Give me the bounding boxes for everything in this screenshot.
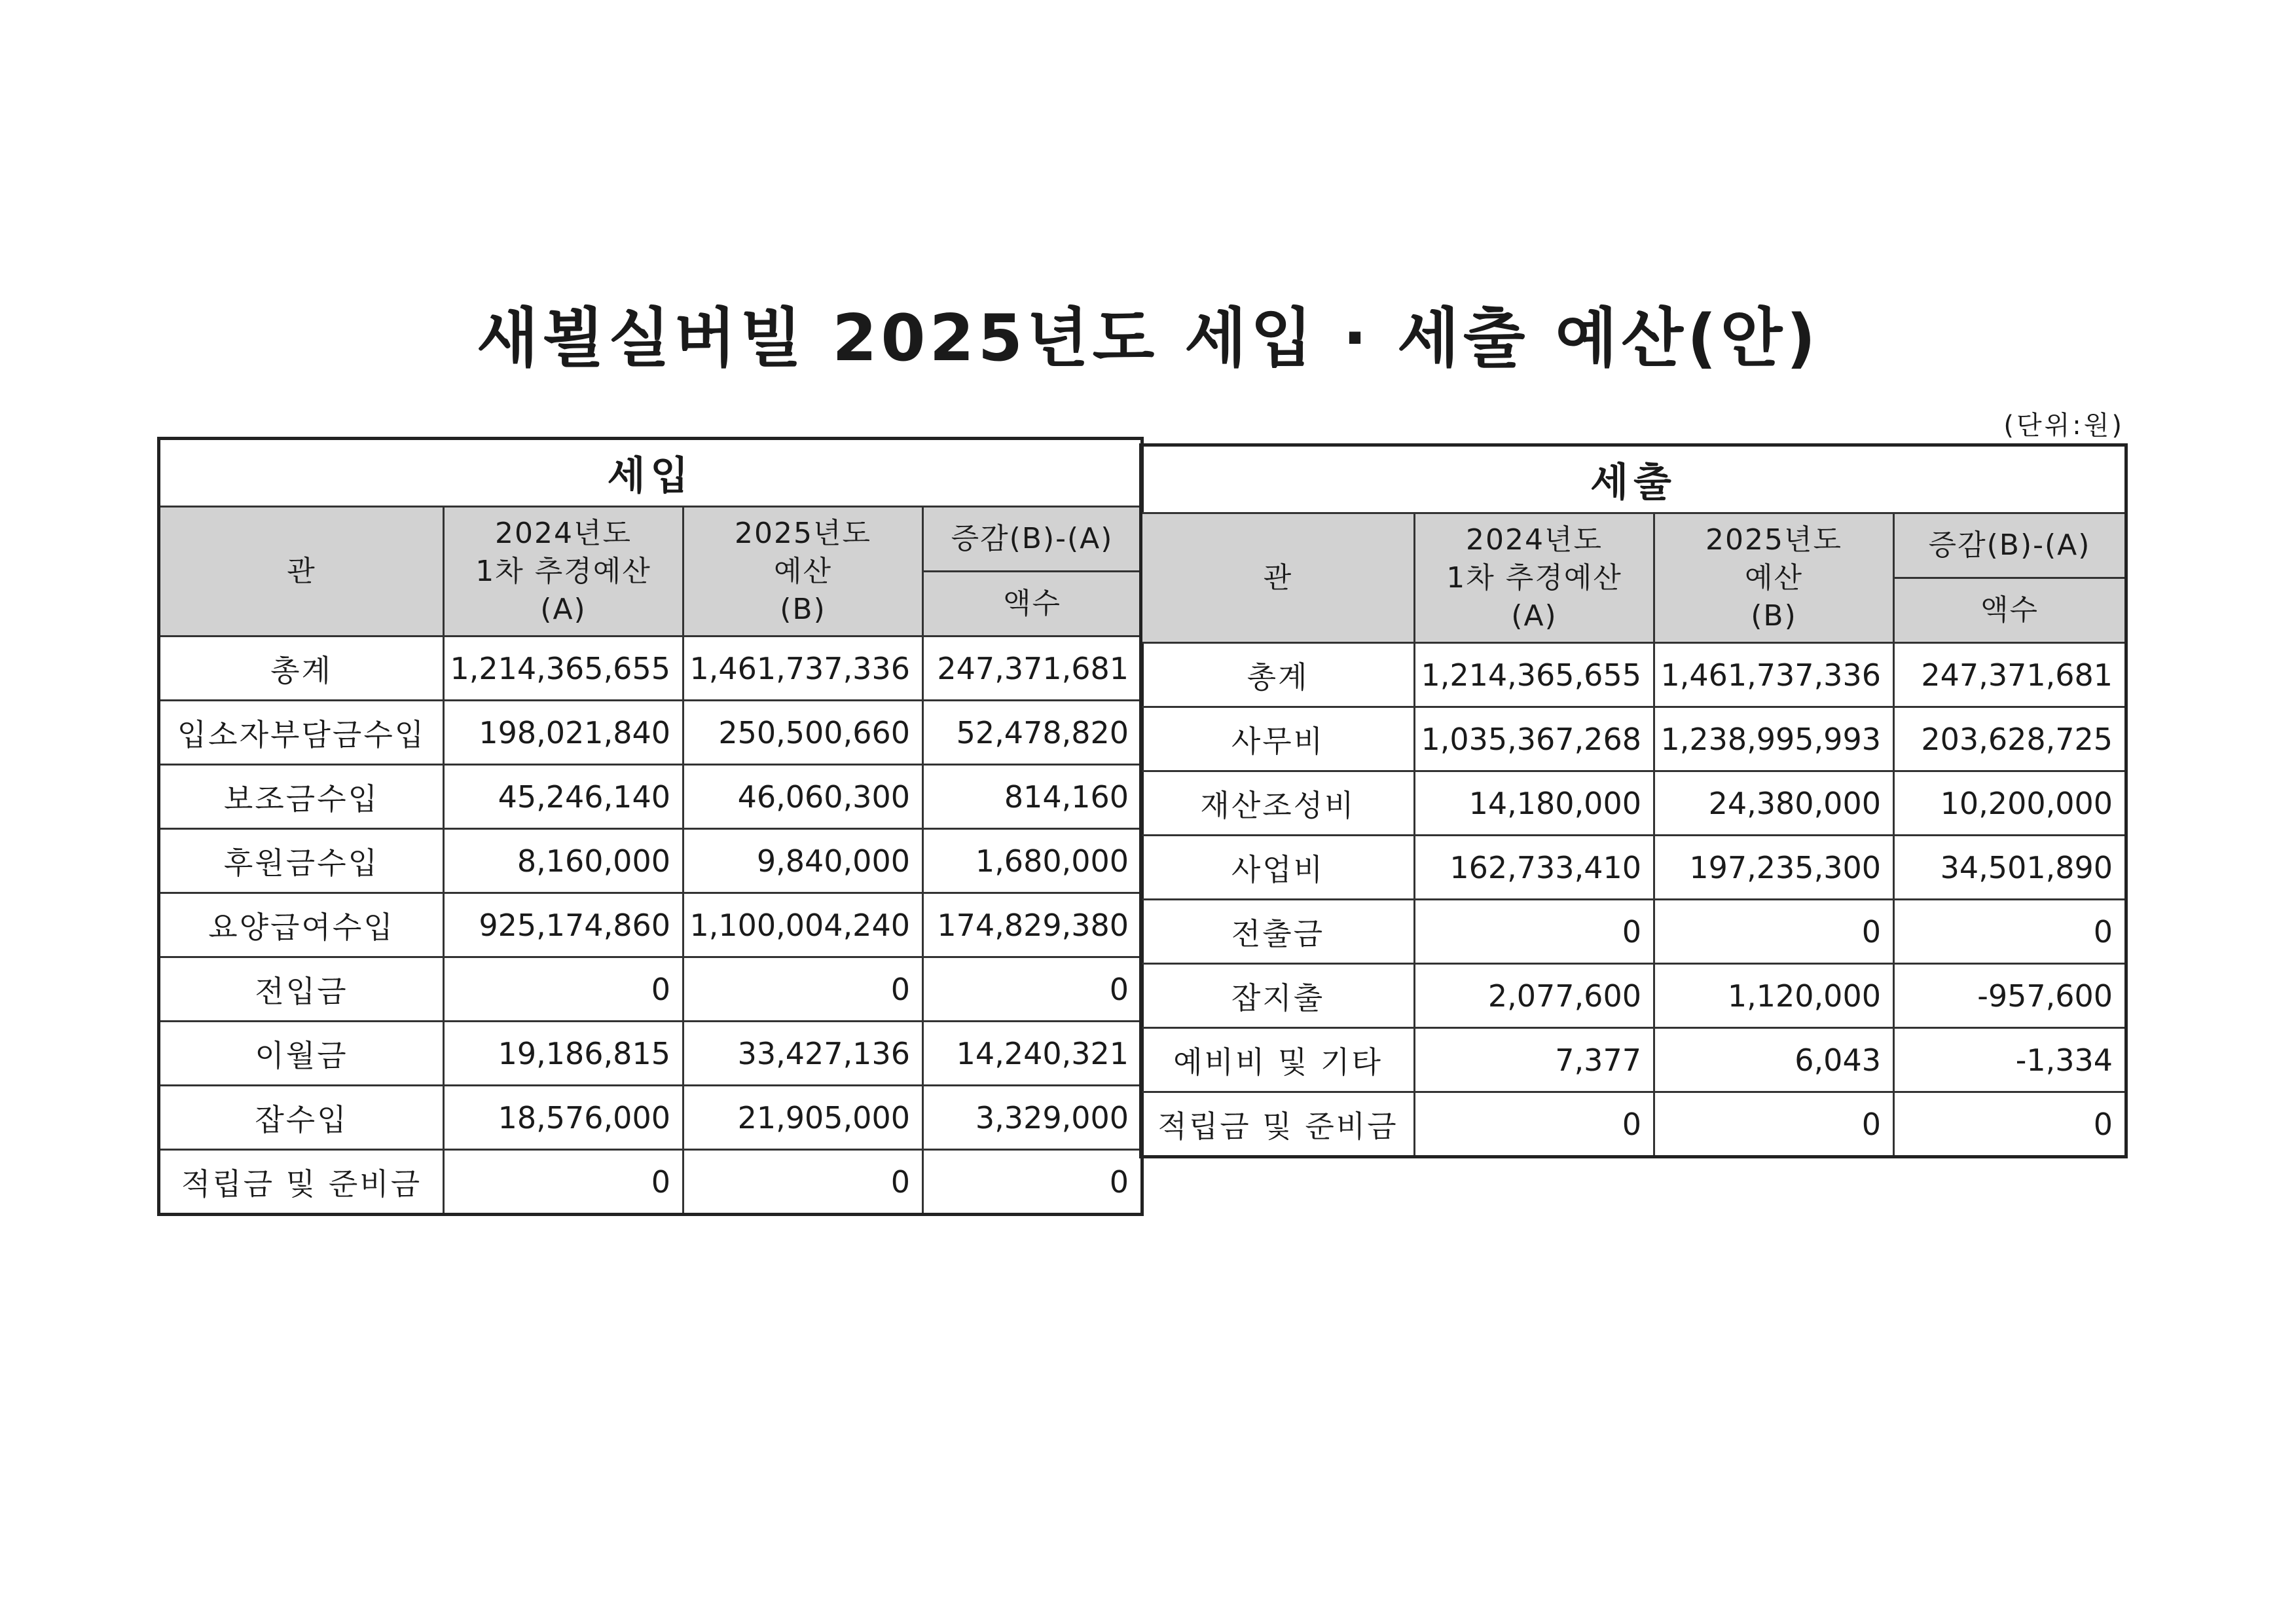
row-2024-value: 18,576,000 (444, 1086, 683, 1150)
row-name: 보조금수입 (159, 765, 444, 829)
table-row (159, 701, 1142, 765)
table-row (1141, 1028, 2126, 1092)
row-2025-value: 9,840,000 (683, 829, 923, 893)
table-row (1141, 900, 2126, 964)
row-2025-value: 250,500,660 (683, 701, 923, 765)
row-2025-value: 0 (683, 957, 923, 1022)
header-2025-line1: 2025년도 (735, 516, 871, 550)
row-diff-value: 0 (1894, 1092, 2126, 1157)
table-row (1141, 964, 2126, 1028)
row-name: 전입금 (159, 957, 444, 1022)
income-header-diff: 증감(B)-(A) (923, 507, 1142, 572)
row-2024-value: 2,077,600 (1415, 964, 1654, 1028)
unit-label: (단위:원) (2003, 411, 2124, 441)
income-section-title: 세입 (159, 439, 1142, 507)
row-2024-value: 0 (1415, 1092, 1654, 1157)
income-header-2025 (683, 507, 923, 637)
row-name: 재산조성비 (1141, 771, 1415, 836)
header-2025-line2: 예산 (773, 554, 832, 588)
row-diff-value: 247,371,681 (923, 637, 1142, 701)
row-diff-value: -957,600 (1894, 964, 2126, 1028)
table-row (159, 765, 1142, 829)
income-header-2024 (444, 507, 683, 637)
row-2024-value: 45,246,140 (444, 765, 683, 829)
row-2024-value: 8,160,000 (444, 829, 683, 893)
table-row (159, 1022, 1142, 1086)
row-2025-value: 0 (1654, 900, 1894, 964)
table-row (159, 637, 1142, 701)
row-diff-value: 0 (923, 1150, 1142, 1215)
row-diff-value: 34,501,890 (1894, 836, 2126, 900)
row-name: 잡지출 (1141, 964, 1415, 1028)
row-2025-value: 24,380,000 (1654, 771, 1894, 836)
row-2024-value: 1,214,365,655 (444, 637, 683, 701)
header-2025-line3: (B) (1751, 599, 1797, 633)
header-2025-line3: (B) (780, 592, 826, 626)
header-2024-line1: 2024년도 (1466, 523, 1603, 557)
row-name: 이월금 (159, 1022, 444, 1086)
row-2024-value: 14,180,000 (1415, 771, 1654, 836)
table-row (159, 1150, 1142, 1215)
row-diff-value: 10,200,000 (1894, 771, 2126, 836)
row-diff-value: 14,240,321 (923, 1022, 1142, 1086)
header-2024-line3: (A) (540, 592, 587, 626)
row-diff-value: 3,329,000 (923, 1086, 1142, 1150)
income-header-diff-amount: 액수 (923, 572, 1142, 637)
row-2025-value: 0 (1654, 1092, 1894, 1157)
row-name: 요양급여수입 (159, 893, 444, 957)
table-row (159, 829, 1142, 893)
income-header-category: 관 (159, 507, 444, 637)
row-name: 잡수입 (159, 1086, 444, 1150)
row-2025-value: 1,238,995,993 (1654, 707, 1894, 771)
table-row (159, 1086, 1142, 1150)
row-diff-value: 247,371,681 (1894, 643, 2126, 707)
row-2024-value: 19,186,815 (444, 1022, 683, 1086)
row-name: 총계 (1141, 643, 1415, 707)
row-2025-value: 33,427,136 (683, 1022, 923, 1086)
row-2024-value: 0 (444, 1150, 683, 1215)
table-row (1141, 707, 2126, 771)
header-2025-line1: 2025년도 (1705, 523, 1842, 557)
row-diff-value: 1,680,000 (923, 829, 1142, 893)
row-2025-value: 6,043 (1654, 1028, 1894, 1092)
expense-header-diff-amount: 액수 (1894, 578, 2126, 643)
row-name: 예비비 및 기타 (1141, 1028, 1415, 1092)
table-row (1141, 643, 2126, 707)
table-row (1141, 771, 2126, 836)
table-row (1141, 836, 2126, 900)
row-2025-value: 21,905,000 (683, 1086, 923, 1150)
row-2024-value: 1,035,367,268 (1415, 707, 1654, 771)
table-row (159, 957, 1142, 1022)
row-2024-value: 0 (444, 957, 683, 1022)
header-2024-line2: 1차 추경예산 (475, 554, 651, 588)
expense-section-title: 세출 (1141, 445, 2126, 513)
row-name: 사무비 (1141, 707, 1415, 771)
row-2025-value: 197,235,300 (1654, 836, 1894, 900)
expense-header-2025 (1654, 513, 1894, 643)
row-2024-value: 925,174,860 (444, 893, 683, 957)
row-diff-value: 52,478,820 (923, 701, 1142, 765)
row-2025-value: 0 (683, 1150, 923, 1215)
row-diff-value: 0 (923, 957, 1142, 1022)
row-name: 총계 (159, 637, 444, 701)
expense-header-diff: 증감(B)-(A) (1894, 513, 2126, 578)
row-name: 전출금 (1141, 900, 1415, 964)
row-2025-value: 46,060,300 (683, 765, 923, 829)
income-table (157, 437, 1144, 1216)
row-diff-value: -1,334 (1894, 1028, 2126, 1092)
page-title: 새뵐실버빌 2025년도 세입 · 세출 예산(안) (476, 301, 1820, 376)
row-name: 후원금수입 (159, 829, 444, 893)
row-diff-value: 203,628,725 (1894, 707, 2126, 771)
row-name: 적립금 및 준비금 (159, 1150, 444, 1215)
row-2024-value: 162,733,410 (1415, 836, 1654, 900)
expense-header-category: 관 (1141, 513, 1415, 643)
header-2024-line1: 2024년도 (495, 516, 632, 550)
expense-table (1139, 443, 2128, 1158)
row-name: 적립금 및 준비금 (1141, 1092, 1415, 1157)
row-diff-value: 0 (1894, 900, 2126, 964)
row-2025-value: 1,461,737,336 (1654, 643, 1894, 707)
row-diff-value: 814,160 (923, 765, 1142, 829)
table-row (1141, 1092, 2126, 1157)
row-2025-value: 1,461,737,336 (683, 637, 923, 701)
row-2024-value: 198,021,840 (444, 701, 683, 765)
header-2024-line3: (A) (1511, 599, 1558, 633)
expense-header-2024 (1415, 513, 1654, 643)
row-2025-value: 1,120,000 (1654, 964, 1894, 1028)
row-diff-value: 174,829,380 (923, 893, 1142, 957)
row-2024-value: 7,377 (1415, 1028, 1654, 1092)
row-2024-value: 1,214,365,655 (1415, 643, 1654, 707)
table-row (159, 893, 1142, 957)
header-2025-line2: 예산 (1744, 561, 1803, 595)
header-2024-line2: 1차 추경예산 (1446, 561, 1622, 595)
row-2024-value: 0 (1415, 900, 1654, 964)
row-name: 입소자부담금수입 (159, 701, 444, 765)
row-name: 사업비 (1141, 836, 1415, 900)
row-2025-value: 1,100,004,240 (683, 893, 923, 957)
